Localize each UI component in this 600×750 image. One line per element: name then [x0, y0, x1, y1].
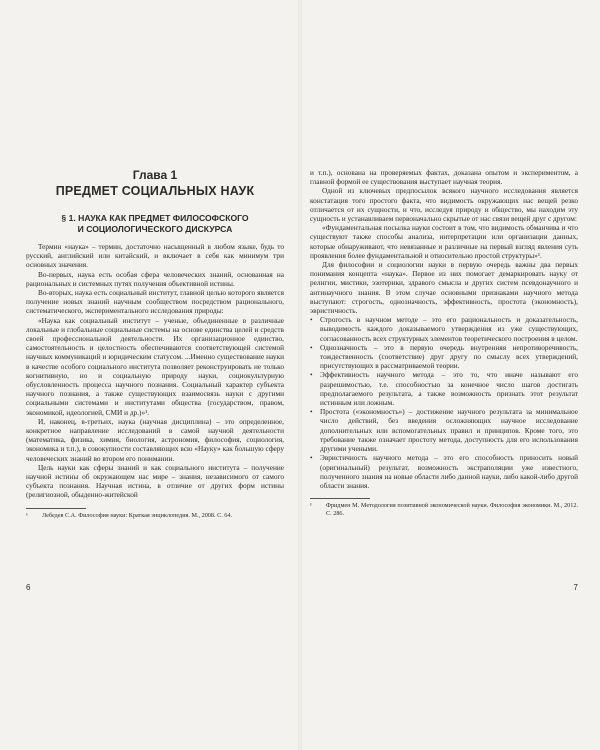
right-page	[300, 0, 600, 750]
paragraph: И, наконец, в-третьих, наука (научная дисциплина) – это определенное, конкретное направление исследований в самой научной деятельности (математика, физика, химия, биология, астрономия, философия, социология, экономика и т.п.), в совокупности составляющих всю «Науку» как большую сферу человеческих знаний во втором его понимании.	[26, 416, 284, 463]
paragraph: Во-вторых, наука есть социальный институт, главной целью которого является получение новых знаний научным сообществом посредством рационального, систематического, экспериментального исследования природы:	[26, 288, 284, 316]
chapter-number: Глава 1	[132, 168, 178, 182]
paragraph: Во-первых, наука есть особая сфера человеческих знаний, основанная на рациональных и системных путях получения объективной истины.	[26, 269, 284, 288]
paragraph: Термин «наука» – термин, достаточно насыщенный в любом языке, будь то русский, английский или китайский, и включает в себя как минимум три основных значения.	[26, 242, 284, 270]
section-heading-line-1: § 1. НАУКА КАК ПРЕДМЕТ ФИЛОСОФСКОГО	[61, 213, 249, 223]
criteria-list	[310, 315, 578, 490]
footnote-number: ¹	[26, 511, 28, 519]
quote-paragraph: «Фундаментальная посылка науки состоит в том, что видимость обманчива и что существуют также способы анализа, интерпретации или организации данных, которые обнаруживают, что невязанные и различные на первый взгляд явления суть проявления более фундаментальной и относительно простой структуры»¹.	[310, 223, 578, 260]
list-item: • Эвристичность научного метода – это его способность приносить новый (оригинальный) результат, возможность экстраполяции уже известного, полученного знания на новые области либо данной науки, либо какой-либо другой области знания.	[310, 453, 578, 490]
paragraph: Одной из ключевых предпосылок всякого научного исследования является констатация того простого факта, что видимость окружающих нас вещей резко отличается от их сущности, и что, исследуя природу и общество, мы находим эту сущность и устанавливаем первоначально скрытые от нас связи вещей друг с другом:	[310, 186, 578, 224]
section-heading	[26, 213, 284, 234]
footnote	[310, 502, 578, 518]
footnote-number: ¹	[310, 502, 312, 510]
footnote-text: Фридмен М. Методология позитивной экономической науки. Философия экономики. М., 2012. С. 286.	[326, 502, 578, 517]
paragraph: и т.п.), основана на проверяемых фактах, доказана опытом и экспериментом, а главной формой ее существования выступает научная теория.	[310, 168, 578, 187]
page-number: 7	[573, 583, 578, 592]
page-number: 6	[26, 583, 31, 592]
list-item: • Эффективность научного метода – это то, что иначе называют его разрешимостью, т.е. способностью за конечное число шагов достигать предполагаемого результата, а также возможность признать этот результат истинным или ложным.	[310, 370, 578, 408]
footnote-text: Лебедев С.А. Философия науки: Краткая энциклопедия. М., 2008. С. 64.	[42, 511, 233, 519]
footnote-divider	[26, 508, 86, 509]
footnote	[26, 512, 284, 520]
section-heading-line-2: И СОЦИОЛОГИЧЕСКОГО ДИСКУРСА	[77, 223, 233, 234]
quote-paragraph: «Наука как социальный институт – ученые, объединенные в различные локальные и глобальные социальные системы на основе единства целей и средств своей профессиональной деятельности. Их организационное единство, самостоятельность и целостность обеспечиваются соответствующей системой научных коммуникаций и юридическим статусом. ...Именно существование науки в качестве особого социального института позволяет реконструировать не только когнитивную, но и социальную природу науки, социокультурную обусловленность процесса научного познания. Социальный характер субъекта научного познания, а также существующих взаимосвязь науки с другими социальными системами и институтами общества (государством, правом, экономикой, идеологией, СМИ и др.)»¹.	[26, 315, 284, 417]
chapter-title: ПРЕДМЕТ СОЦИАЛЬНЫХ НАУК	[55, 184, 255, 198]
list-item: • Простота («экономность») – достижение научного результата за минимальное число действий, без введения осложняющих научное исследование дополнительных или вспомогательных правил и принципов. Кроме того, это требование также означает простоту метода, доступность для его использования другими учеными.	[310, 407, 578, 454]
paragraph: Цель науки как сферы знаний и как социального института – получение научной истины об окружающем нас мире – знания, независимого от самого субъекта познания. Научная истина, в отличие от других форм истины (религиозной, обыденно-житейской	[26, 462, 284, 500]
list-item: • Однозначность – это в первую очередь внутренняя непротиворечивость, тождественность (соответствие) друг другу по смыслу всех утверждений, присутствующих в рассматриваемой теории.	[310, 342, 578, 371]
list-item: • Строгость в научном методе – это его рациональность и доказательность, выводимость каждого доказываемого утверждения из уже существующих, согласованность всех структурных элементов теоретического построения в целом.	[310, 315, 578, 343]
footnote-divider	[310, 498, 370, 499]
paragraph: Для философии и социологии науки в первую очередь важны два первых понимания концепта «наука». Первое из них помогает демаркировать науку от религии, мистики, эзотерики, здравого смысла и других систем псевдонаучного и антинаучного знания. В этом случае основными признаками научного метода выступают: строгость, однозначность, эффективность, простота (экономность), эвристичность.	[310, 260, 578, 316]
